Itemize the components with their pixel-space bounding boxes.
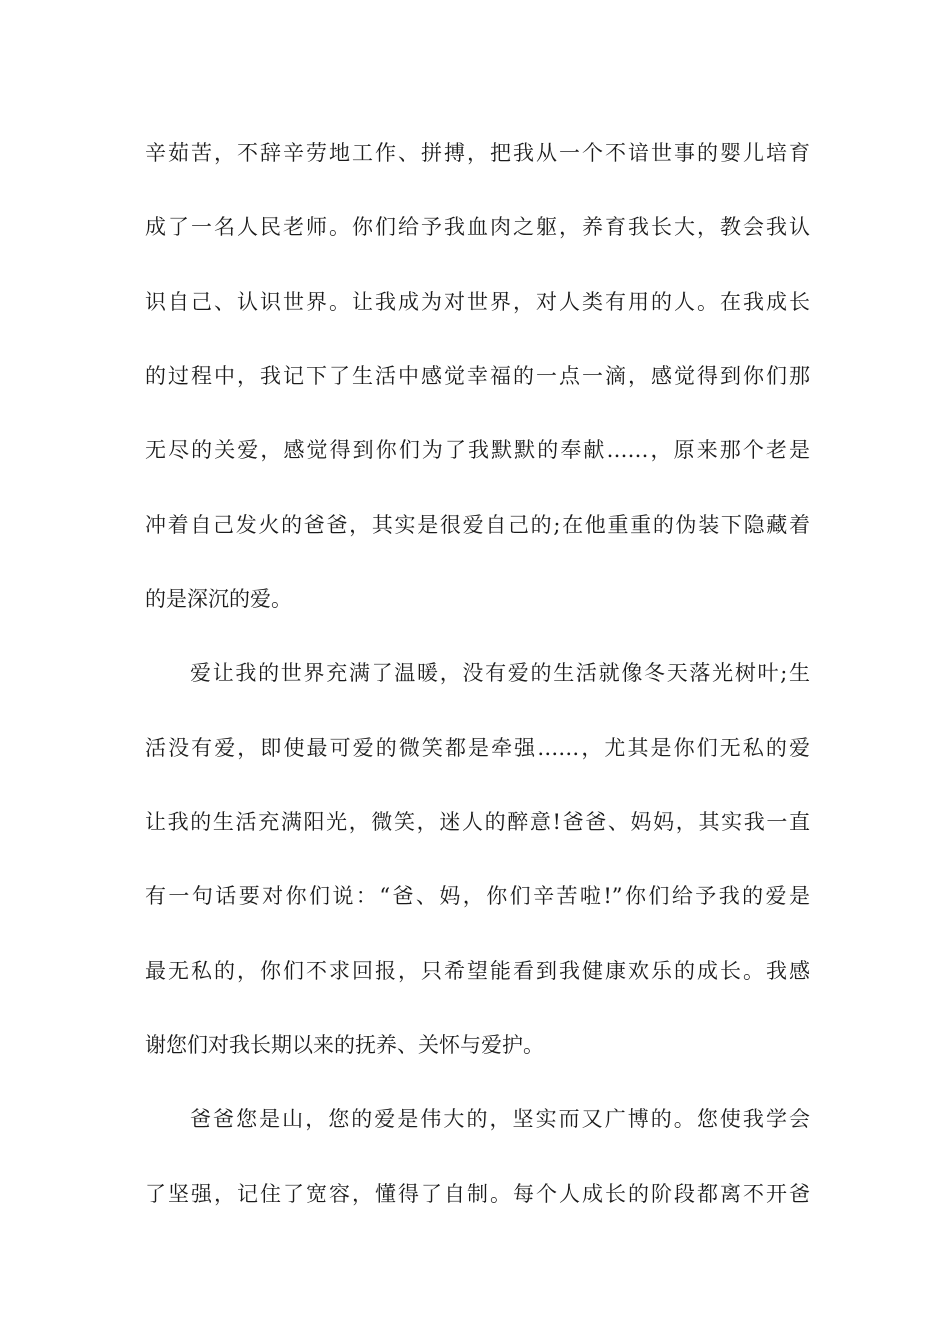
text-line: 让我的生活充满阳光，微笑，迷人的醉意!爸爸、妈妈，其实我一直 xyxy=(145,810,810,834)
text-line: 最无私的，你们不求回报，只希望能看到我健康欢乐的成长。我感 xyxy=(145,959,810,983)
paragraph-first-line: 爱让我的世界充满了温暖，没有爱的生活就像冬天落光树叶;生 xyxy=(190,661,810,685)
text-line: 的过程中，我记下了生活中感觉幸福的一点一滴，感觉得到你们那 xyxy=(145,364,810,388)
text-line: 冲着自己发火的爸爸，其实是很爱自己的;在他重重的伪装下隐藏着 xyxy=(145,513,810,537)
text-line: 无尽的关爱，感觉得到你们为了我默默的奉献……，原来那个老是 xyxy=(145,438,810,462)
text-line: 活没有爱，即使最可爱的微笑都是牵强……，尤其是你们无私的爱 xyxy=(145,736,810,760)
text-line: 成了一名人民老师。你们给予我血肉之躯，养育我长大，教会我认 xyxy=(145,215,810,239)
text-line: 有一句话要对你们说：“爸、妈，你们辛苦啦!”你们给予我的爱是 xyxy=(145,884,810,908)
text-line: 识自己、认识世界。让我成为对世界，对人类有用的人。在我成长 xyxy=(145,290,810,314)
text-line: 辛茹苦，不辞辛劳地工作、拼搏，把我从一个不谙世事的婴儿培育 xyxy=(145,141,810,165)
text-line: 的是深沉的爱。 xyxy=(145,587,292,611)
paragraph-first-line: 爸爸您是山，您的爱是伟大的，坚实而又广博的。您使我学会 xyxy=(190,1107,810,1131)
text-line: 了坚强，记住了宽容，懂得了自制。每个人成长的阶段都离不开爸 xyxy=(145,1182,810,1206)
text-line: 谢您们对我长期以来的抚养、关怀与爱护。 xyxy=(145,1033,544,1057)
